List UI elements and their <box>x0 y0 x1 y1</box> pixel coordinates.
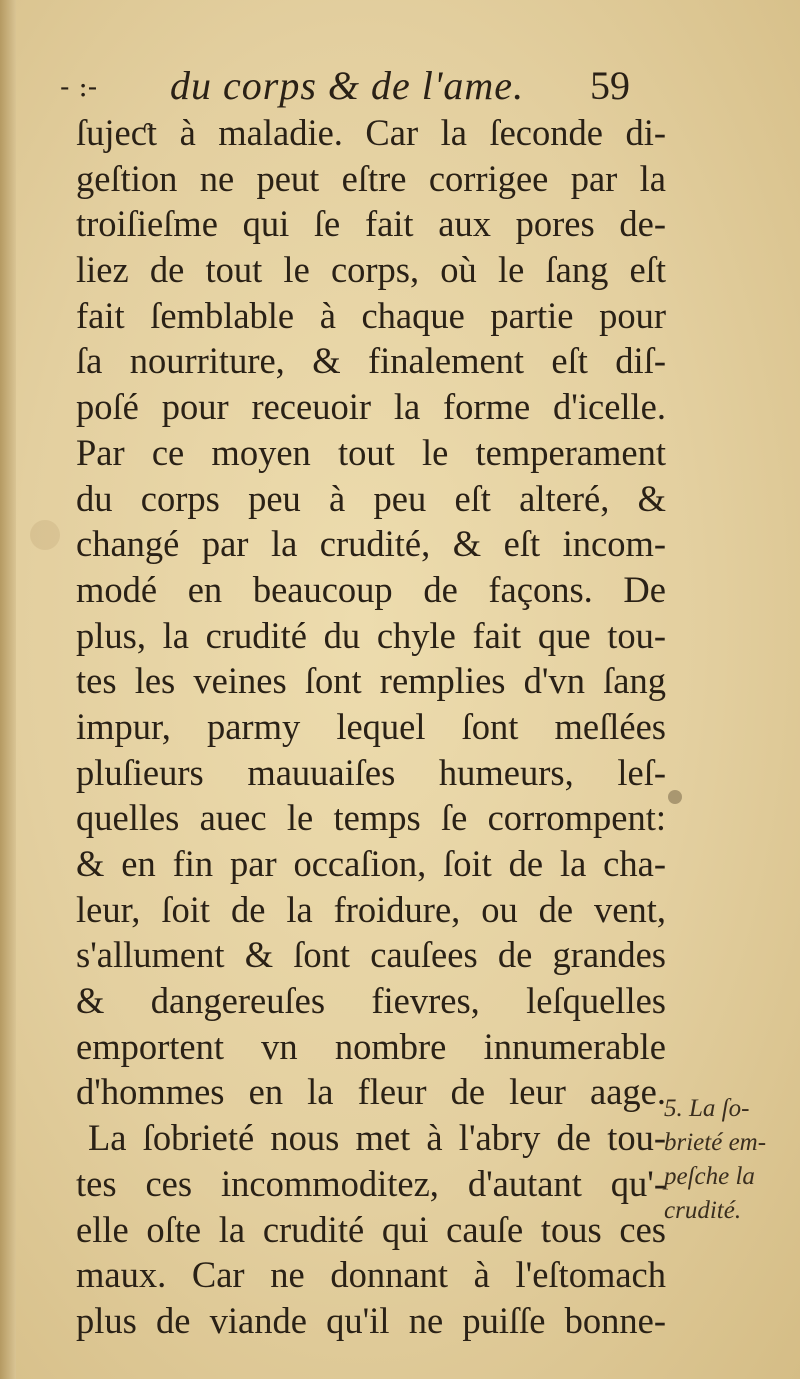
margin-note-line: brieté em- <box>664 1129 767 1156</box>
text-line: geſtion ne peut eſtre corrigee par la <box>76 157 666 199</box>
text-line: impur, parmy lequel ſont meſlées <box>76 705 666 747</box>
margin-note-line: 5. La ſo- <box>664 1095 750 1122</box>
page-number: 59 <box>590 63 630 108</box>
text-line: leur, ſoit de la froidure, ou de vent, <box>76 888 666 930</box>
text-line: emportent vn nombre innumerable <box>76 1025 666 1067</box>
body-text <box>76 110 666 1344</box>
margin-note <box>664 1092 789 1228</box>
text-line: tes ces incommoditez, d'autant qu'- <box>76 1162 666 1204</box>
text-line: tes les veines ſont remplies d'vn ſang <box>76 660 666 702</box>
text-line: du corps peu à peu eſt alteré, & <box>76 477 666 519</box>
text-line: plus de viande qu'il ne puiſſe bonne- <box>76 1299 666 1341</box>
text-line: ſa nourriture, & finalement eſt diſ- <box>76 340 666 382</box>
text-line: s'allument & ſont cauſees de grandes <box>76 934 666 976</box>
text-line: d'hommes en la fleur de leur aage. <box>76 1071 666 1113</box>
text-line: pluſieurs mauuaiſes humeurs, leſ- <box>76 751 666 793</box>
text-line: plus, la crudité du chyle fait que tou- <box>76 614 666 656</box>
text-line: liez de tout le corps, où le ſang eſt <box>76 249 666 291</box>
header-mark: - :- <box>60 70 98 103</box>
text-line: troiſieſme qui ſe fait aux pores de- <box>76 203 666 245</box>
text-line: ſujeƈt à maladie. Car la ſeconde di- <box>76 112 666 153</box>
text-line: & en fin par occaſion, ſoit de la cha- <box>76 843 666 884</box>
running-title: du corps & de l'ame. <box>170 63 525 108</box>
text-line: & dangereuſes fievres, leſquelles <box>76 980 666 1022</box>
text-line: Par ce moyen tout le temperament <box>76 431 666 473</box>
paper-stain <box>30 520 60 550</box>
text-line: La ſobrieté nous met à l'abry de tou- <box>88 1117 666 1159</box>
text-line: poſé pour receuoir la forme d'icelle. <box>76 386 666 428</box>
margin-note-line: crudité. <box>664 1197 742 1224</box>
text-line: fait ſemblable à chaque partie pour <box>76 294 666 336</box>
paper-stain <box>668 790 682 804</box>
text-line: changé par la crudité, & eſt incom- <box>76 523 666 565</box>
text-line: quelles auec le temps ſe corrompent: <box>76 797 666 839</box>
text-line: modé en beaucoup de façons. De <box>76 568 666 610</box>
text-line: maux. Car ne donnant à l'eſtomach <box>76 1254 666 1296</box>
margin-note-line: peſche la <box>664 1163 755 1190</box>
text-line: elle oſte la crudité qui cauſe tous ces <box>76 1208 666 1250</box>
running-header <box>60 62 660 112</box>
page-gutter <box>0 0 16 1379</box>
